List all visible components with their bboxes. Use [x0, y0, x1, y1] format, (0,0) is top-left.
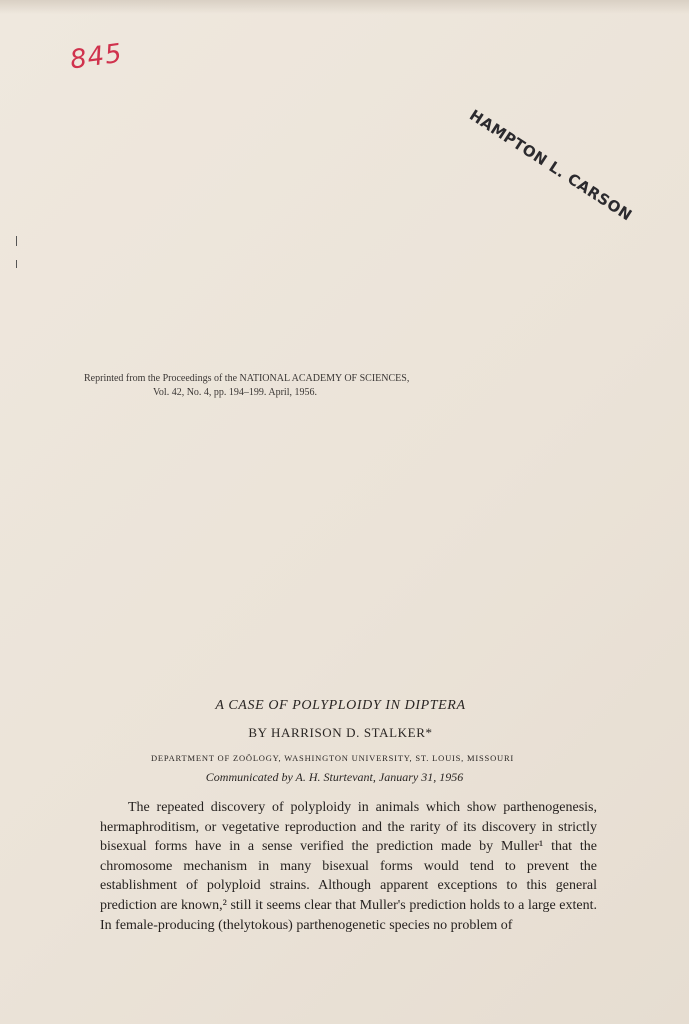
article-author: BY HARRISON D. STALKER* [248, 725, 433, 740]
reprint-line-1: Reprinted from the Proceedings of the NATIONAL ACADEMY OF SCIENCES, [84, 373, 410, 384]
body-paragraph: The repeated discovery of polyploidy in animals which show parthenogenesis, hermaphroditism, or vegetative reproduction and the rarity of its discovery in strictly bisexual forms have in a sense verified the prediction made by Muller¹ that the chromosome mechanism in many bisexual forms would tend to prevent the establishment of polyploid strains. Although apparent exceptions to this general prediction are known,² still it seems clear that Muller's prediction holds to a large extent. In female-producing (thelytokous) parthenogenetic species no problem of [100, 800, 597, 933]
article-title-row [0, 698, 689, 714]
owner-stamp: HAMPTON L. CARSON [466, 106, 636, 225]
margin-mark [16, 236, 17, 246]
article-department: DEPARTMENT OF ZOÖLOGY, WASHINGTON UNIVERSITY, ST. LOUIS, MISSOURI [150, 753, 515, 763]
department-row [0, 753, 689, 763]
reprint-notice [84, 372, 424, 400]
page-fold-shadow [0, 0, 689, 14]
reprint-line-2: Vol. 42, No. 4, pp. 194–199. April, 1956. [153, 387, 317, 398]
article-title: A CASE OF POLYPLOIDY IN DIPTERA [215, 698, 466, 713]
handwritten-number: 845 [68, 38, 125, 76]
article-body [100, 798, 597, 935]
communicated-by: Communicated by A. H. Sturtevant, January 31, 1956 [205, 770, 464, 784]
margin-mark [16, 260, 17, 268]
communicated-row [0, 770, 689, 785]
author-row [0, 725, 689, 741]
